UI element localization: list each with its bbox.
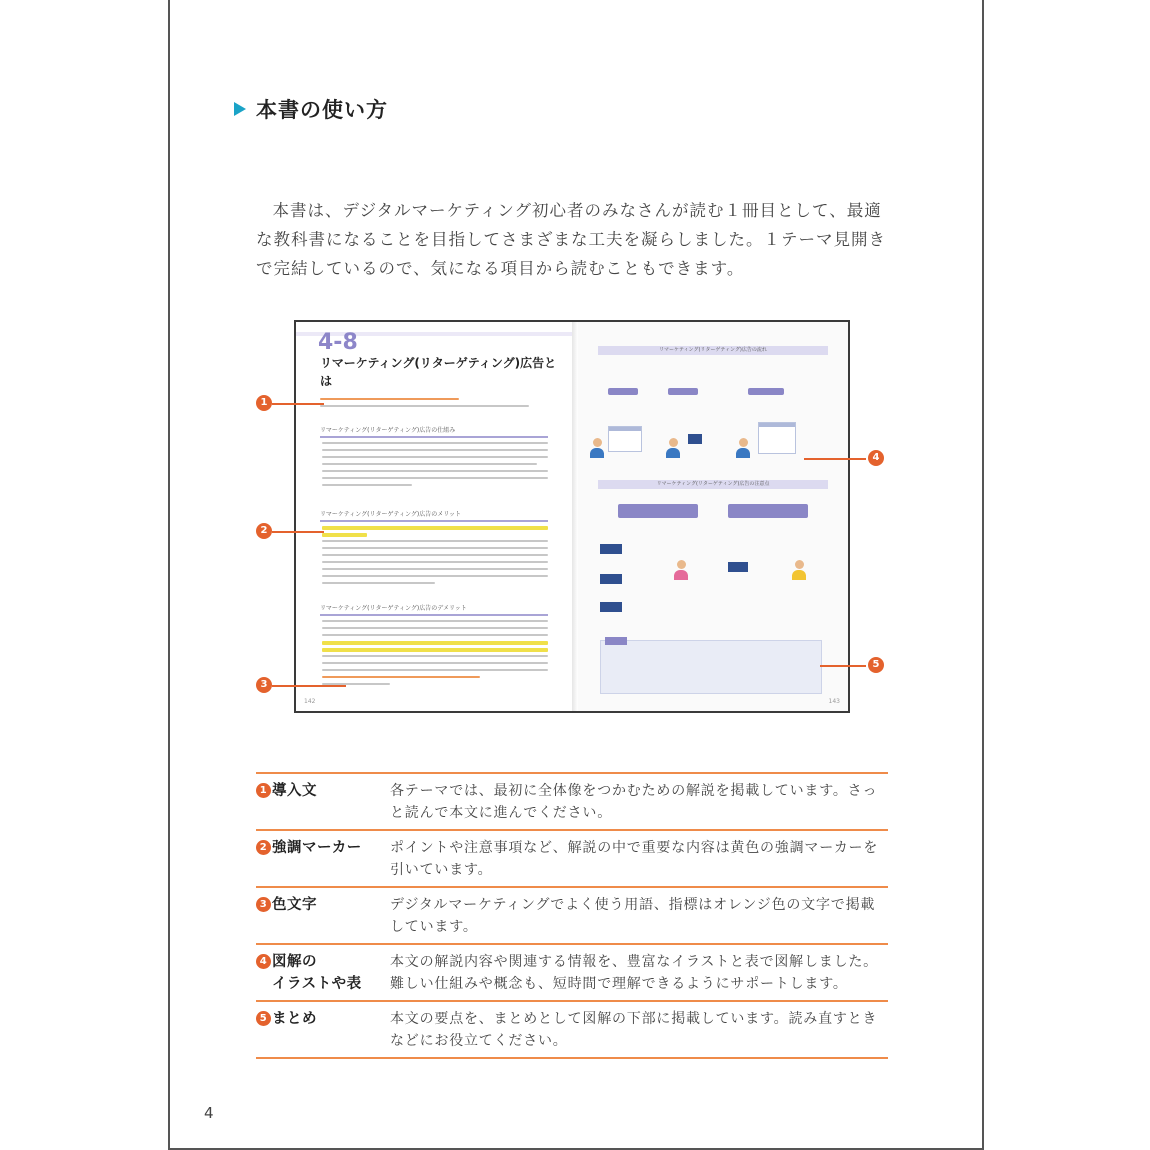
legend-row — [256, 888, 888, 945]
summary-tag — [605, 637, 627, 645]
diagram-bar-2: リマーケティング(リターゲティング)広告の注意点 — [598, 480, 828, 489]
section-number: 4-8 — [318, 330, 358, 355]
legend-number: 1 — [256, 783, 271, 798]
legend-term-text: 導入文 — [272, 783, 317, 799]
flow-box — [728, 504, 808, 518]
legend-row — [256, 945, 888, 1002]
body-text-1 — [322, 442, 548, 491]
diagram-bar-1: リマーケティング(リターゲティング)広告の流れ — [598, 346, 828, 355]
subheading-1: リマーケティング(リターゲティング)広告の仕組み — [320, 426, 548, 438]
legend-number: 4 — [256, 954, 271, 969]
callout-line-4 — [804, 458, 866, 460]
flow-box — [618, 504, 698, 518]
person-illustration — [792, 560, 806, 580]
browser-illustration — [758, 422, 796, 454]
legend-row — [256, 831, 888, 888]
legend-row — [256, 774, 888, 831]
subheading-3: リマーケティング(リターゲティング)広告のデメリット — [320, 604, 548, 616]
legend-term — [256, 1002, 390, 1057]
screen-illustration — [688, 434, 702, 444]
summary-box-preview — [600, 640, 822, 694]
browser-illustration — [608, 426, 642, 452]
legend-number: 3 — [256, 897, 271, 912]
callout-4: 4 — [868, 450, 884, 466]
callout-line-3 — [272, 685, 346, 687]
legend-number: 2 — [256, 840, 271, 855]
right-page-preview — [578, 322, 848, 711]
callout-1: 1 — [256, 395, 272, 411]
legend-term — [256, 774, 390, 829]
screen-illustration — [728, 562, 748, 572]
screen-illustration — [600, 602, 622, 612]
left-page-preview — [296, 322, 572, 711]
person-illustration — [736, 438, 750, 458]
legend-term-text: まとめ — [272, 1011, 317, 1027]
right-folio: 143 — [828, 698, 840, 705]
legend-number: 5 — [256, 1011, 271, 1026]
callout-5: 5 — [868, 657, 884, 673]
legend-term — [256, 831, 390, 886]
flow-box — [608, 388, 638, 395]
page-number: 4 — [204, 1104, 214, 1122]
legend-description: 各テーマでは、最初に全体像をつかむための解説を掲載しています。さっと読んで本文に進んでください。 — [390, 783, 878, 821]
section-title: リマーケティング(リターゲティング)広告とは — [320, 356, 557, 388]
legend-description: ポイントや注意事項など、解説の中で重要な内容は黄色の強調マーカーを引いています。 — [390, 840, 879, 878]
callout-2: 2 — [256, 523, 272, 539]
body-text-2 — [322, 526, 548, 589]
book-spread-preview — [294, 320, 850, 713]
person-illustration — [590, 438, 604, 458]
callout-line-5 — [820, 665, 866, 667]
flow-box — [748, 388, 784, 395]
heading-text: 本書の使い方 — [256, 98, 388, 122]
intro-text-preview — [320, 398, 552, 414]
book-page — [168, 0, 984, 1150]
callout-line-2 — [272, 531, 324, 533]
left-folio: 142 — [304, 698, 316, 705]
subheading-2: リマーケティング(リターゲティング)広告のメリット — [320, 510, 548, 522]
legend-description: 本文の解説内容や関連する情報を、豊富なイラストと表で図解しました。難しい仕組みや概念も、短時間で理解できるようにサポートします。 — [390, 954, 878, 992]
legend-row — [256, 1002, 888, 1059]
person-illustration — [674, 560, 688, 580]
callout-line-1 — [272, 403, 324, 405]
flow-box — [668, 388, 698, 395]
page-heading — [234, 94, 388, 124]
screen-illustration — [600, 574, 622, 584]
screen-illustration — [600, 544, 622, 554]
legend-term — [256, 945, 390, 1000]
body-text-3 — [322, 620, 548, 690]
legend-term-text: 色文字 — [272, 897, 317, 913]
callout-3: 3 — [256, 677, 272, 693]
triangle-arrow-icon — [234, 102, 246, 116]
legend-description: デジタルマーケティングでよく使う用語、指標はオレンジ色の文字で掲載しています。 — [390, 897, 876, 935]
legend-table — [256, 772, 888, 1059]
intro-paragraph: 本書は、デジタルマーケティング初心者のみなさんが読む１冊目として、最適な教科書になることを目指してさまざまな工夫を凝らしました。１テーマ見開きで完結しているので、気になる項目から読むこともできます。 — [256, 201, 886, 278]
legend-term-text: 図解の イラストや表 — [272, 954, 362, 992]
person-illustration — [666, 438, 680, 458]
legend-description: 本文の要点を、まとめとして図解の下部に掲載しています。読み直すときなどにお役立てください。 — [390, 1011, 878, 1049]
legend-term-text: 強調マーカー — [272, 840, 362, 856]
legend-term — [256, 888, 390, 943]
